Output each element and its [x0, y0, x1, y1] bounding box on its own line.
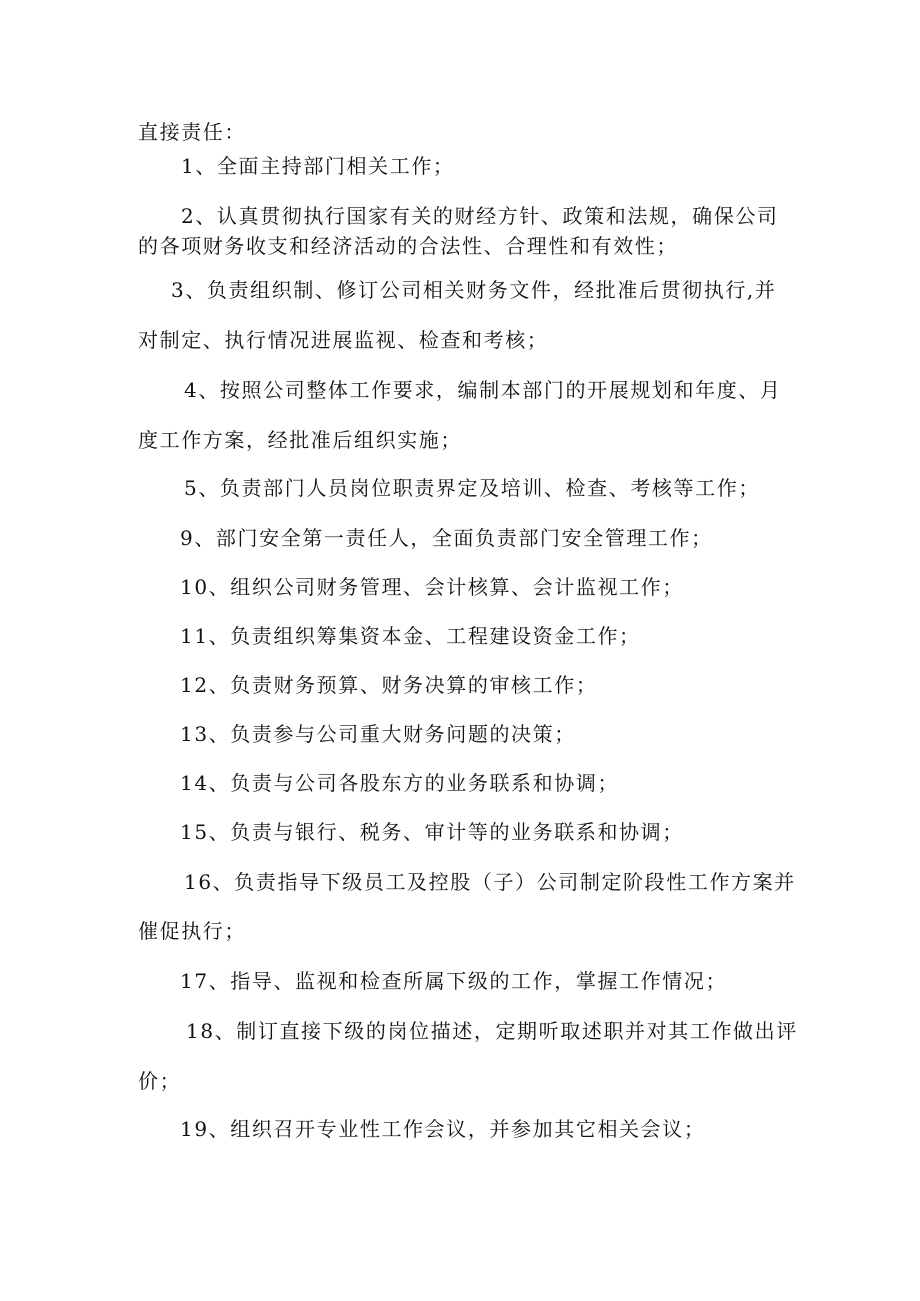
- duty-item-9: 9、部门安全第一责任人，全面负责部门安全管理工作；: [180, 526, 713, 550]
- duty-item-2-cont: 的各项财务收支和经济活动的合法性、合理性和有效性；: [138, 234, 678, 258]
- duty-item-1: 1、全面主持部门相关工作；: [181, 154, 455, 178]
- duty-item-18: 18、制订直接下级的岗位描述，定期听取述职并对其工作做出评: [186, 1019, 798, 1043]
- duty-item-19: 19、组织召开专业性工作会议，并参加其它相关会议；: [180, 1117, 706, 1141]
- duty-item-13: 13、负责参与公司重大财务问题的决策；: [180, 722, 576, 746]
- duty-item-4-cont: 度工作方案，经批准后组织实施；: [138, 428, 462, 452]
- duty-item-17: 17、指导、监视和检查所属下级的工作，掌握工作情况；: [180, 969, 728, 993]
- duty-item-16: 16、负责指导下级员工及控股（子）公司制定阶段性工作方案并: [184, 870, 796, 894]
- section-heading: 直接责任：: [138, 120, 246, 144]
- duty-item-16-cont: 催促执行；: [138, 919, 246, 943]
- duty-item-3-cont: 对制定、执行情况进展监视、检查和考核；: [138, 328, 549, 352]
- duty-item-5: 5、负责部门人员岗位职责界定及培训、检查、考核等工作；: [184, 476, 760, 500]
- duty-item-10: 10、组织公司财务管理、会计核算、会计监视工作；: [180, 575, 684, 599]
- duty-item-18-cont: 价；: [138, 1069, 182, 1093]
- duty-item-12: 12、负责财务预算、财务决算的审核工作；: [180, 673, 598, 697]
- duty-item-14: 14、负责与公司各股东方的业务联系和协调；: [180, 771, 620, 795]
- duty-item-2: 2、认真贯彻执行国家有关的财经方针、政策和法规，确保公司: [181, 204, 779, 228]
- duty-item-11: 11、负责组织筹集资本金、工程建设资金工作；: [180, 624, 641, 648]
- duty-item-15: 15、负责与银行、税务、审计等的业务联系和协调；: [180, 820, 684, 844]
- duty-item-3: 3、负责组织制、修订公司相关财务文件，经批准后贯彻执行,并: [171, 278, 777, 302]
- duty-item-4: 4、按照公司整体工作要求，编制本部门的开展规划和年度、月: [184, 378, 782, 402]
